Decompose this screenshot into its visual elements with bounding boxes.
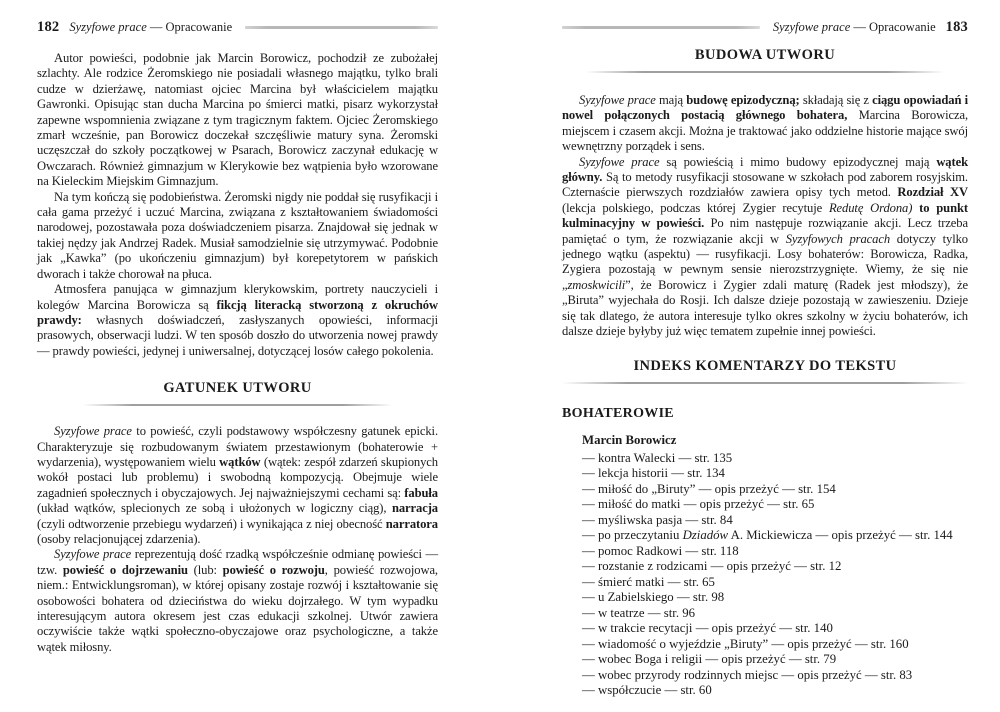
text-segment: (lub: (187, 562, 223, 577)
heading-budowa-utworu: BUDOWA UTWORU (694, 47, 836, 63)
running-head-right (562, 20, 968, 35)
text-segment: narratora (385, 516, 438, 531)
page-number-left: 182 (37, 19, 60, 35)
text-segment: ”, że Borowicz i Zygier zdali maturę (Radek jest młodszy), że „Biruta” wyjechała do Rosji. Ich dalsze dzieje pozostają w zawieszeniu. Dzieje się tak dlatego, że autora interesuje tylko okres szkolny w życiu bohaterów, ich dalsze dzieje byłyby już więc tematem zupełnie innej powieści. (562, 277, 968, 339)
text-segment: Syzyfowe prace (579, 154, 660, 169)
paragraph (37, 190, 438, 282)
text-segment: — śmierć matki — str. 65 (582, 574, 715, 589)
text-segment: Redutę Ordona) (828, 200, 913, 215)
text-segment: reprezentują dość rzadką współcześnie odmianę powieści — tzw. (37, 547, 439, 577)
heading-gatunek-utworu: GATUNEK UTWORU (163, 380, 312, 397)
gatunek-section (37, 424, 438, 655)
text-segment: (czyli odtworzenie przebiegu wydarzeń) i wynikająca z niej obecność (37, 516, 386, 531)
text-segment: własnych doświadczeń, zasłyszanych opowieści, informacji prasowych, obserwacji ludzi. W ten sposób doszło do utworzenia nowej prawdy — prawdy powieści, jedynej i uniwersalnej, dotyczącej losów całego pokolenia. (37, 312, 438, 358)
section-heading-indeks (562, 358, 968, 384)
subheading-bohaterowie: BOHATEROWIE (562, 405, 674, 421)
index-item (582, 497, 968, 513)
text-segment: Po nim następuje rozwiązanie akcji. Lecz trzeba pamiętać o tym, że rozwiązanie akcji w (562, 216, 968, 246)
index-list (582, 451, 968, 699)
character-name: Marcin Borowicz (582, 432, 677, 447)
paragraph (37, 51, 438, 190)
intro-section (37, 51, 438, 359)
index-item (582, 683, 968, 699)
text-segment: Dziadów (682, 528, 729, 542)
text-segment: mają (655, 93, 687, 107)
text-segment: Syzyfowe prace (579, 93, 656, 107)
text-segment: Na tym kończą się podobieństwa. Żeromski nigdy nie poddał się rusyfikacji i cała gama przeżyć i uczuć Marcina, związana z kształtowaniem świadomości narodowej, pozostawała poza doświadczeniem pisarza. Znajdował się jednak w takiej nędzy jak Andrzej Radek. Musiał samodzielnie się utrzymywać. Podobnie jak „Kawka” (po ukończeniu gimnazjum) był korepetytorem w pańskich dworach i także chorował na płuca. (37, 189, 438, 281)
text-segment: fikcją literacką stworzoną z okruchów prawdy: (37, 297, 438, 327)
text-segment: budowę epizodyczną; (686, 93, 800, 107)
text-segment: Syzyfowe prace (54, 547, 132, 562)
text-segment: Syzyfowe prace (54, 424, 132, 439)
running-title-rest-left: — Opracowanie (146, 20, 233, 34)
budowa-section (562, 93, 968, 340)
index-item (582, 466, 968, 482)
text-segment: — kontra Walecki — str. 135 (582, 450, 733, 465)
text-segment: powieść o rozwoju (222, 562, 325, 577)
index-item (582, 621, 968, 637)
running-title-left (69, 20, 232, 35)
header-rule-right (562, 26, 760, 29)
text-segment: — miłość do „Biruty” — opis przeżyć — str. 154 (582, 481, 836, 496)
text-segment: (osoby relacjonującej zdarzenia). (37, 531, 201, 546)
index-item (582, 575, 968, 591)
section-heading-budowa (562, 47, 968, 73)
header-rule-left (245, 26, 438, 29)
paragraph (562, 155, 968, 340)
running-title-italic-left: Syzyfowe prace (69, 20, 147, 34)
text-segment: Rozdział XV (897, 185, 968, 200)
index-item (582, 637, 968, 653)
text-segment: — w teatrze — str. 96 (582, 605, 696, 620)
text-segment: , powieść rozwojowa, niem.: Entwicklungsroman), w której opisany zostaje rozwój i kształtowanie się osobowości bohatera od dzieciństwa do wieku dojrzałego. W tym wypadku interesującym autora okresem jest czas edukacji szkolnej. Utwór zawiera oczywiście także wątki społeczno-obyczajowe oraz psychologiczne, a także wątek miłosny. (37, 562, 438, 654)
index-item (582, 606, 968, 622)
text-segment: narracja (391, 501, 438, 516)
text-segment: (wątek: zespół zdarzeń skupionych wokół postaci lub problemu) i swobodną kompozycją. Obejmuje wiele zagadnień społecznych i obyczajowych. Jej najważniejszymi cechami są: (37, 454, 438, 500)
text-segment: — miłość do matki — opis przeżyć — str. 65 (582, 497, 815, 511)
index-item (582, 668, 968, 684)
index-item (582, 482, 968, 498)
text-segment: — rozstanie z rodzicami — opis przeżyć — str. 12 (582, 559, 842, 573)
text-segment: (układ wątków, splecionych ze sobą i ułożonych w logiczny ciąg), (37, 501, 392, 516)
paragraph (37, 282, 438, 359)
text-segment: Atmosfera panująca w gimnazjum klerykowskim, portrety nauczycieli i kolegów Marcina Borowicza są (37, 282, 438, 312)
text-segment: wątek główny. (562, 154, 968, 185)
text-segment: Są to metody rusyfikacji stosowane w szkołach pod zaborem rosyjskim. Czternaście pierwszych rozdziałów zawiera opisy tych metod. (562, 170, 968, 200)
text-segment: wątków (219, 454, 261, 469)
text-segment: — po przeczytaniu (582, 528, 683, 542)
heading-rule (83, 404, 392, 406)
index-item (582, 451, 968, 467)
paragraph (37, 547, 438, 655)
text-segment: A. Mickiewicza — opis przeżyć — str. 144 (728, 528, 953, 542)
text-segment: — myśliwska pasja — str. 84 (582, 512, 733, 527)
text-segment: — lekcja historii — str. 134 (582, 466, 725, 480)
text-segment: są powieścią i mimo budowy epizodycznej mają (659, 154, 937, 169)
index-item (582, 513, 968, 529)
page-183 (562, 20, 968, 699)
running-title-italic-right: Syzyfowe prace (772, 20, 851, 34)
text-segment: fabuła (404, 485, 438, 500)
text-segment: Autor powieści, podobnie jak Marcin Borowicz, pochodził ze zubożałej szlachty. Ale rodzice Żeromskiego nie posiadali własnego majątku, tylko brali cudze w dzierżawę, natomiast ojciec Marcina był właścicielem majątku Gawronki. Opisując stan ducha Marcina po śmierci matki, pisarz wykorzystał zapewne wspomnienia związane z tym tragicznym faktem. Ojciec Żeromskiego zmarł wcześnie, pan Borowicz doczekał szczęśliwie matury syna. Żeromski uczęszczał do szkoły początkowej w Psarach, Borowicz zaczynał edukację w Owczarach. Również gimnazjum w Klerykowie bez wątpienia było wzorowane na Kieleckim Miejskim Gimnazjum. (37, 51, 438, 189)
text-segment: ciągu opowiadań i nowel połączonych postacią głównego bohatera, (562, 93, 968, 123)
index-item (582, 544, 968, 560)
index-item (582, 652, 968, 668)
text-segment: składają się z (799, 93, 873, 107)
page-number-right: 183 (945, 19, 968, 35)
index-item (582, 590, 968, 606)
text-segment: Marcina Borowicza, miejscem i czasem akcji. Można je traktować jako oddzielne historie mające swój wewnętrzny porządek i sens. (562, 108, 968, 154)
running-title-right (773, 20, 936, 35)
text-segment: — w trakcie recytacji — opis przeżyć — str. 140 (582, 621, 833, 635)
heading-indeks-komentarzy: INDEKS KOMENTARZY DO TEKSTU (633, 357, 897, 374)
index-item (582, 528, 968, 544)
text-segment: — wobec Boga i religii — opis przeżyć — str. 79 (582, 652, 837, 666)
text-segment: — pomoc Radkowi — str. 118 (582, 543, 739, 558)
paragraph (37, 424, 438, 547)
text-segment: to powieść, czyli podstawowy współczesny gatunek epicki. Charakteryzuje się rozbudowanym światem przestawionym (bohaterowie + wydarzenia), występowaniem wielu (37, 424, 439, 469)
heading-rule (562, 382, 968, 384)
text-segment: — wiadomość o wyjeździe „Biruty” — opis przeżyć — str. 160 (582, 636, 909, 651)
running-head-left (37, 20, 438, 35)
text-segment: dotyczy tylko jednego wątku (aspektu) — rusyfikacji. Losy bohaterów: Borowicza, Radka, Zygiera pozostają w pewnym sensie nierozstrzygnięte. Wiemy, że się nie „ (562, 231, 969, 292)
text-segment: — wobec przyrody rodzinnych miejsc — opis przeżyć — str. 83 (582, 667, 913, 682)
paragraph (562, 93, 968, 155)
text-segment: to punkt kulminacyjny w powieści. (562, 200, 968, 231)
text-segment: zmoskwicili (567, 277, 626, 292)
running-title-rest-right: — Opracowanie (850, 20, 936, 34)
text-segment: powieść o dojrzewaniu (62, 562, 188, 577)
index-item (582, 559, 968, 575)
text-segment: Syzyfowych pracach (785, 231, 891, 246)
text-segment: — u Zabielskiego — str. 98 (582, 590, 725, 604)
text-segment: (lekcja polskiego, podczas której Zygier recytuje (562, 200, 829, 215)
heading-rule (586, 71, 943, 73)
text-segment: — współczucie — str. 60 (582, 683, 712, 697)
page-182 (37, 20, 438, 655)
section-heading-gatunek (37, 380, 438, 406)
